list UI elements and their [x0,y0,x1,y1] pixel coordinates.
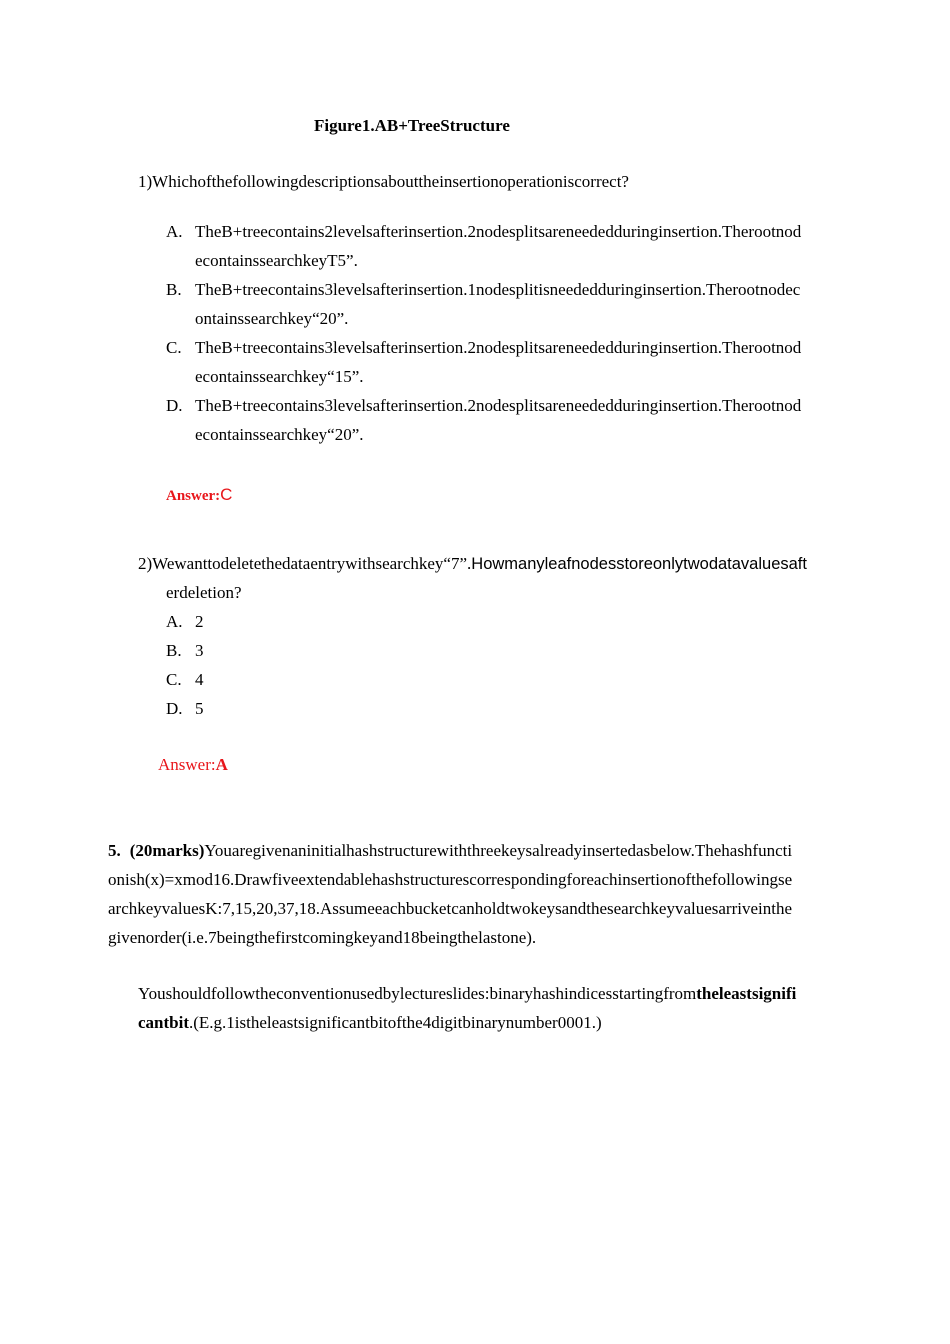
q5-line-2: onish(x)=xmod16.Drawfiveextendablehashstructurescorrespondingforeachinsertionofthefollowingse [108,870,793,889]
q2-option-text: 2 [195,612,204,631]
q2-option-marker: B. [166,641,182,660]
q2-question-part1: 2)Wewanttodeletethedataentrywithsearchkey“7”. [138,554,472,573]
q1-option-text: TheB+treecontains2levelsafterinsertion.2nodesplitsareneededduringinsertion.Therootnod [195,222,802,241]
q1-option-marker: C. [166,338,182,357]
q5-number: 5. [108,841,121,860]
q2-question-part2: Howmanyleafnodesstoreonlytwodatavaluesaft [471,555,807,573]
q1-option-text-cont: econtainssearchkeyT5”. [195,251,358,270]
q5-line-3: archkeyvaluesK:7,15,20,37,18.Assumeeachbucketcanholdtwokeysandthesearchkeyvaluesarriveinthe [108,899,793,918]
q1-option-text: TheB+treecontains3levelsafterinsertion.2nodesplitsareneededduringinsertion.Therootnod [195,396,802,415]
q2-option-text: 3 [195,641,204,660]
q1-option-text: TheB+treecontains3levelsafterinsertion.2nodesplitsareneededduringinsertion.Therootnod [195,338,802,357]
q1-option-marker: D. [166,396,183,415]
q5-note-text-cont: .(E.g.1istheleastsignificantbitofthe4digitbinarynumber0001.) [189,1013,602,1032]
q5-note-emphasis: theleastsignifi [696,984,797,1003]
q5-note-emphasis-cont: cantbit [138,1013,189,1032]
q1-option-marker: A. [166,222,183,241]
q5-note-text: Youshouldfollowtheconventionusedbylectureslides:binaryhashindicesstartingfrom [138,984,697,1003]
q1-option-text-cont: ontainssearchkey“20”. [195,309,349,328]
q1-option-text-cont: econtainssearchkey“15”. [195,367,364,386]
q1-answer [166,485,232,506]
q2-answer [158,755,228,775]
q5-line-4: givenorder(i.e.7beingthefirstcomingkeyand18beingthelastone). [108,928,537,947]
q2-option-marker: C. [166,670,182,689]
q2-answer-value: A [215,755,228,774]
q5-text: Youaregivenaninitialhashstructurewiththreekeysalreadyinsertedasbelow.Thehashfuncti [204,841,793,860]
q2-option-marker: D. [166,699,183,718]
q5-line-1 [108,841,792,861]
q5-marks: (20marks) [129,841,205,860]
q1-option-marker: B. [166,280,182,299]
q1-answer-value: C [220,485,233,504]
q1-answer-label: Answer: [166,488,221,504]
q5-note-line-2 [138,1013,602,1033]
figure-caption: Figure1.AB+TreeStructure [314,116,510,135]
q5-note-line-1 [138,984,796,1004]
q1-question: 1)Whichofthefollowingdescriptionsabouttheinsertionoperationiscorrect? [138,172,629,191]
q2-question-cont: erdeletion? [166,583,242,602]
q1-option-text-cont: econtainssearchkey“20”. [195,425,364,444]
q2-question [138,554,807,574]
q2-option-text: 5 [195,699,204,718]
q1-option-text: TheB+treecontains3levelsafterinsertion.1nodesplitisneededduringinsertion.Therootnodec [195,280,801,299]
q2-answer-label: Answer: [158,755,216,774]
q2-option-marker: A. [166,612,183,631]
q2-option-text: 4 [195,670,204,689]
